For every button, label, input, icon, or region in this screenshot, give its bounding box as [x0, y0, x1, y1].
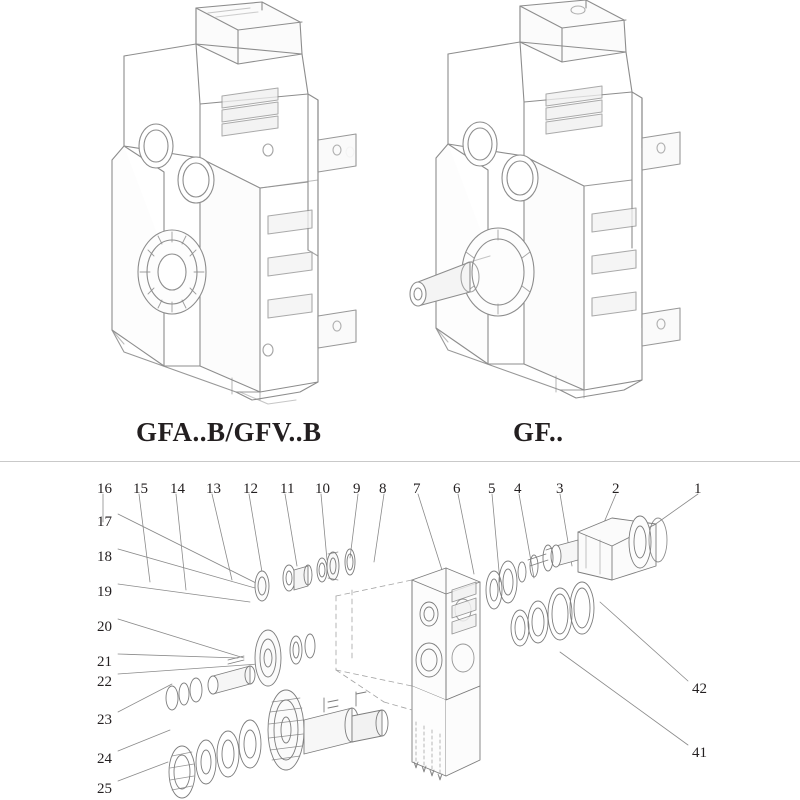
callout-12: 12 — [243, 481, 258, 497]
callout-21: 21 — [97, 654, 112, 670]
callout-6: 6 — [453, 481, 461, 497]
callout-1: 1 — [694, 481, 702, 497]
callout-20: 20 — [97, 619, 112, 635]
callout-41: 41 — [692, 745, 707, 761]
callout-5: 5 — [488, 481, 496, 497]
callout-2: 2 — [612, 481, 620, 497]
callout-42: 42 — [692, 681, 707, 697]
callout-17: 17 — [97, 514, 112, 530]
callout-3: 3 — [556, 481, 564, 497]
callout-23: 23 — [97, 712, 112, 728]
callout-22: 22 — [97, 674, 112, 690]
callout-25: 25 — [97, 781, 112, 797]
callout-7: 7 — [413, 481, 421, 497]
caption-left: GFA..B/GFV..B — [136, 417, 322, 447]
exploded-view-section — [0, 462, 800, 800]
callout-11: 11 — [280, 481, 295, 497]
callout-8: 8 — [379, 481, 387, 497]
gear-unit-left-drawing — [112, 2, 356, 404]
callout-18: 18 — [97, 549, 112, 565]
callout-4: 4 — [514, 481, 522, 497]
caption-right: GF.. — [513, 417, 564, 447]
callout-24: 24 — [97, 751, 112, 767]
callout-15: 15 — [133, 481, 148, 497]
callout-16: 16 — [97, 481, 112, 497]
callout-13: 13 — [206, 481, 221, 497]
callout-19: 19 — [97, 584, 112, 600]
exploded-parts-drawing — [0, 462, 800, 800]
callout-9: 9 — [353, 481, 361, 497]
callout-14: 14 — [170, 481, 185, 497]
callout-10: 10 — [315, 481, 330, 497]
gear-unit-right-drawing — [410, 0, 680, 398]
